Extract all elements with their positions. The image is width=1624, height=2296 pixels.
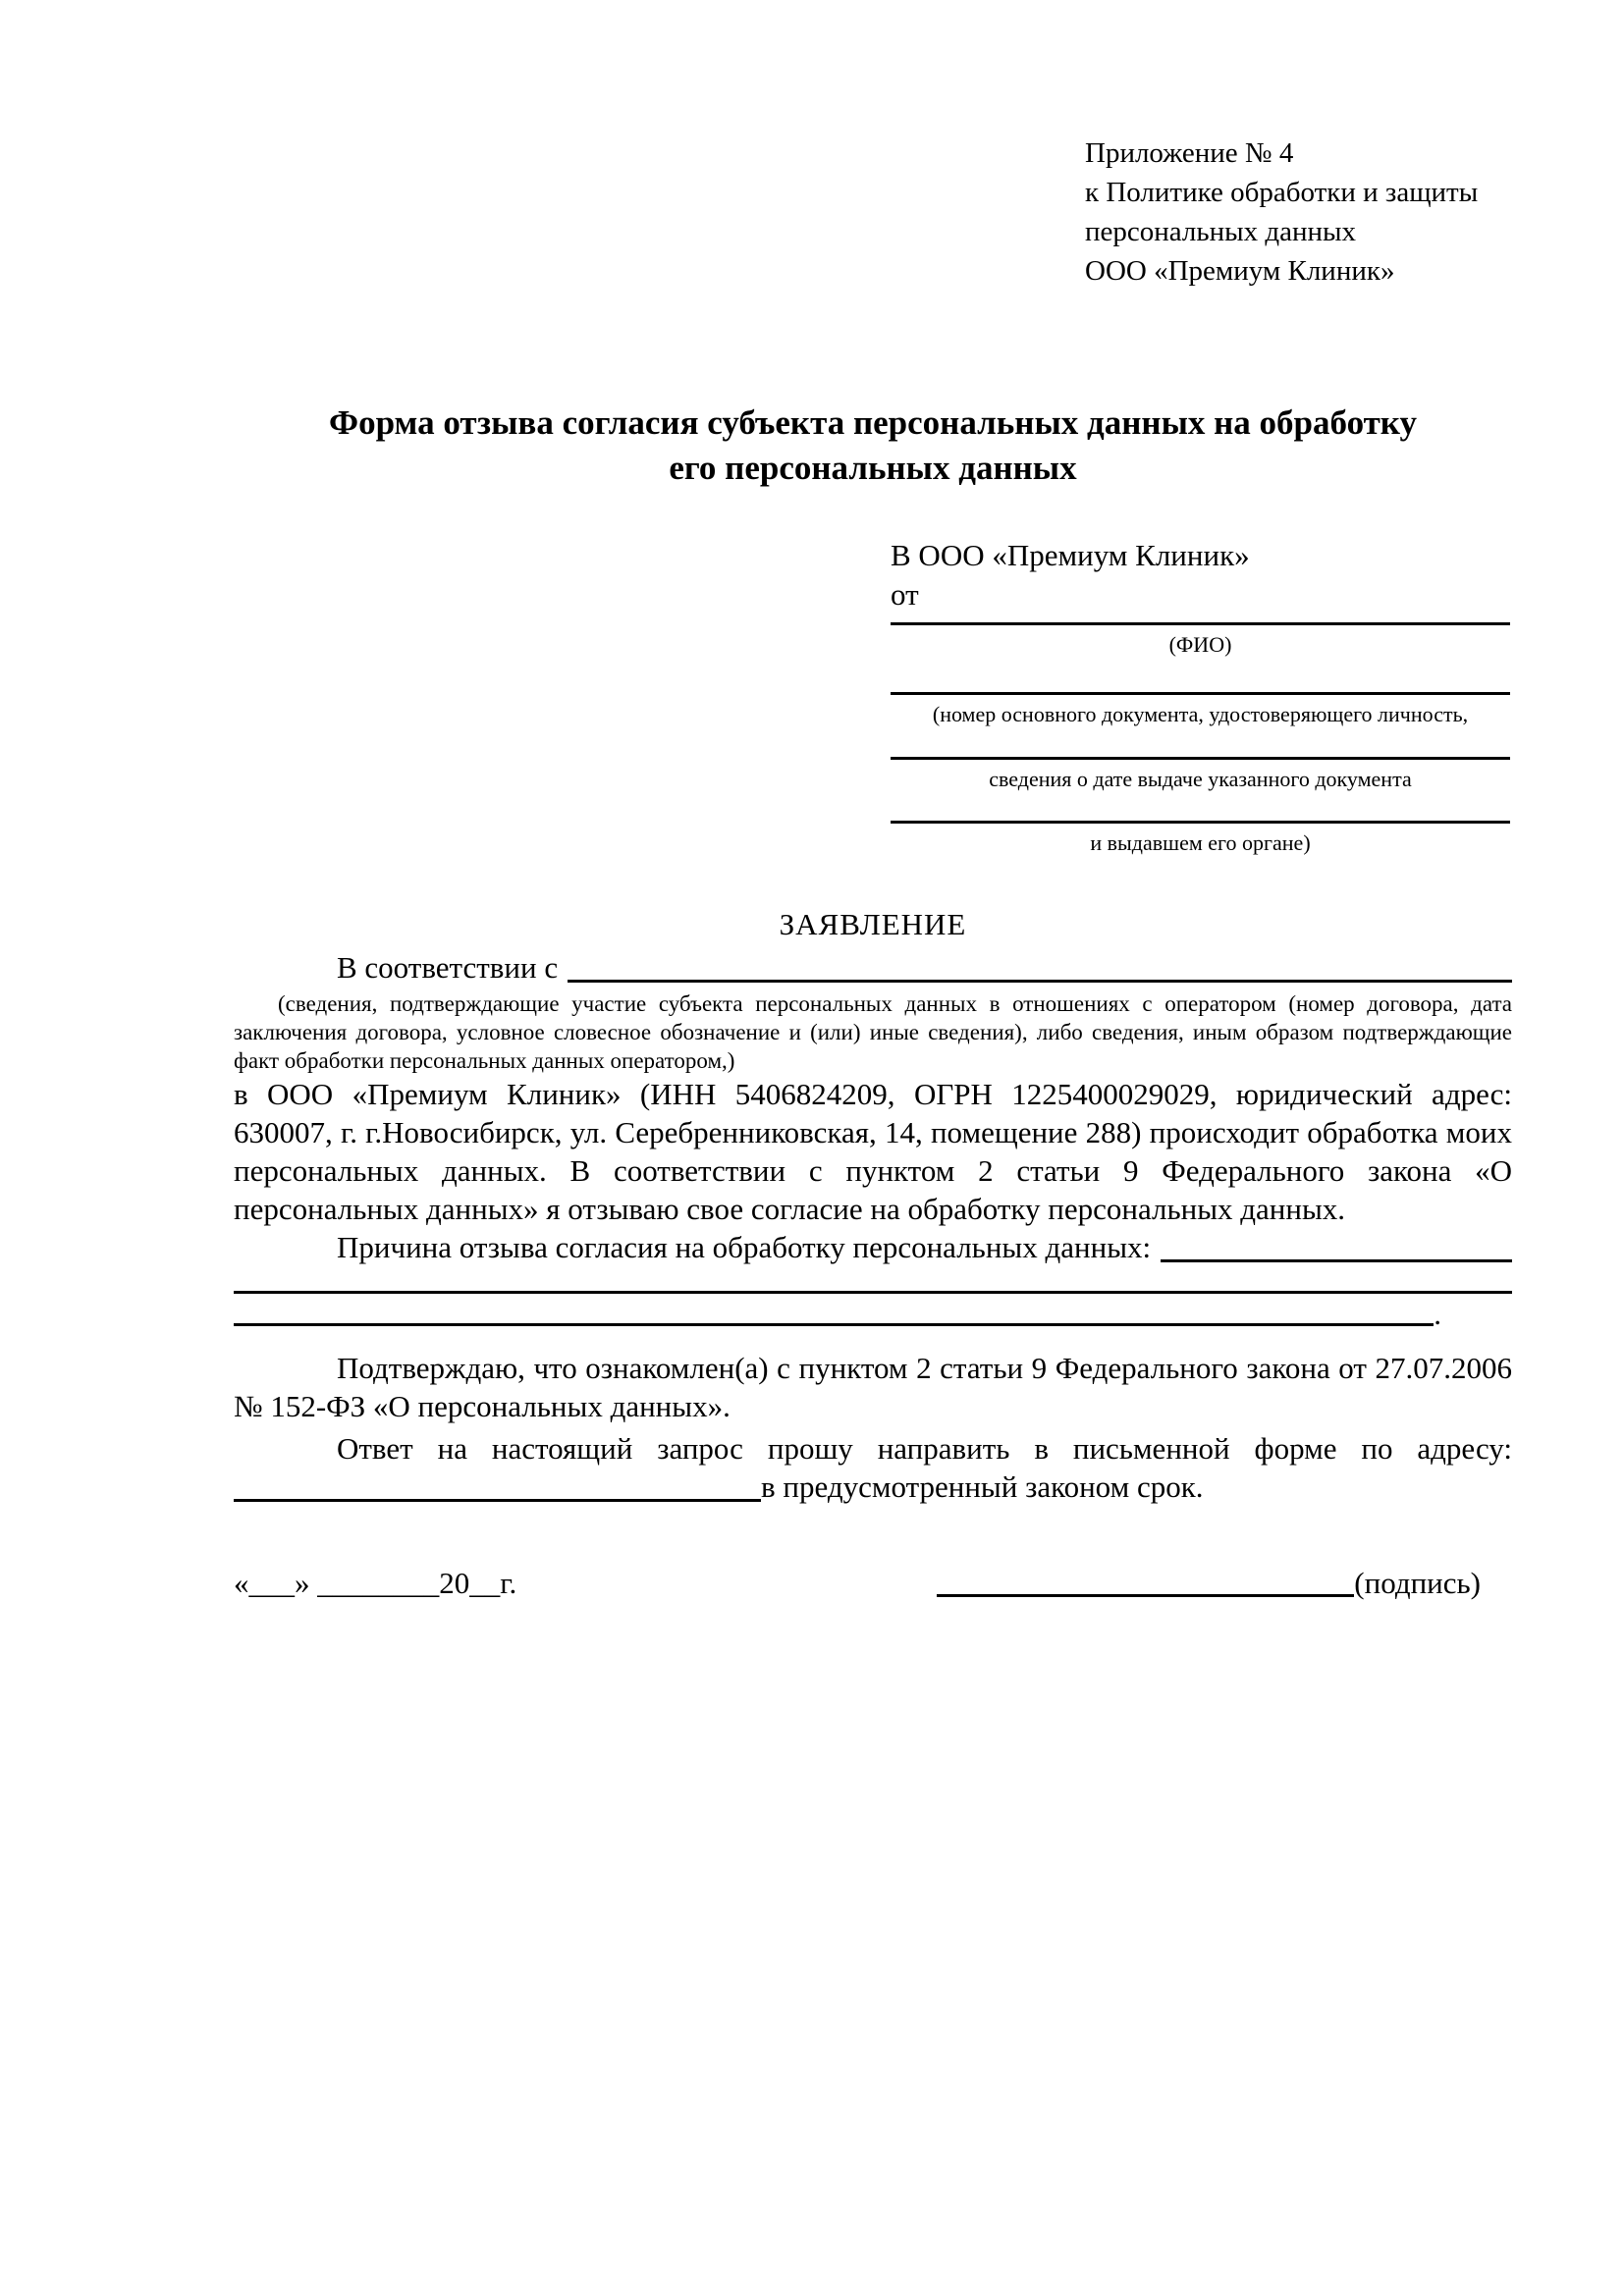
fio-field-line — [891, 622, 1510, 625]
body-paragraph: в ООО «Премиум Клиник» (ИНН 5406824209, ОГРН 1225400029029, юридический адрес: 630007, г. г.Новосибирск, ул. Серебренниковская, 14, помещение 288) происходит обработка моих персональных данных. В соответствии с пунктом 2 статьи 9 Федерального закона «О персональных данных» я отзываю свое согласие на обработку персональных данных. — [234, 1077, 1512, 1226]
accordance-row — [234, 948, 1512, 988]
document-number-field-line — [891, 692, 1510, 695]
confirm-paragraph: Подтверждаю, что ознакомлен(а) с пунктом 2 статьи 9 Федерального закона от 27.07.2006 № 152-ФЗ «О персональных данных». — [234, 1351, 1512, 1423]
document-content — [234, 0, 1512, 1603]
reason-row — [234, 1228, 1512, 1267]
addressee-to: В ООО «Премиум Клиник» — [891, 538, 1250, 572]
reason-blank-line-2-row — [234, 1294, 1512, 1331]
reply-address-row — [234, 1468, 1512, 1507]
document-title — [234, 400, 1512, 491]
document-number-field-caption: (номер основного документа, удостоверяющего личность, — [932, 702, 1469, 726]
accordance-field-line — [568, 980, 1512, 983]
signature-group — [937, 1564, 1481, 1603]
statement-heading: ЗАЯВЛЕНИЕ — [779, 907, 967, 941]
issue-date-field-line — [891, 757, 1510, 760]
addressee-block — [891, 536, 1510, 858]
reason-blank-line-2 — [234, 1323, 1434, 1326]
issuing-authority-field — [891, 821, 1510, 858]
reply-tail: в предусмотренный законом срок. — [761, 1469, 1204, 1504]
address-field-line — [234, 1499, 761, 1502]
date-signature-row — [234, 1564, 1512, 1603]
document-title-line-1: Форма отзыва согласия субъекта персональных данных на обработку — [329, 403, 1417, 442]
issuing-authority-field-caption: и выдавшем его органе) — [1090, 830, 1311, 855]
accordance-label: В соответствии с — [337, 950, 559, 985]
reason-end-period: . — [1434, 1297, 1441, 1331]
accordance-footnote: (сведения, подтверждающие участие субъекта персональных данных в отношениях с оператором (номер договора, дата заключения договора, условное словесное обозначение и (или) иные сведения), либо сведения, иным образом подтверждающие факт обработки персональных данных оператором,) — [234, 991, 1512, 1073]
header-note-line-1: Приложение № 4 — [1085, 137, 1294, 169]
signature-caption: (подпись) — [1354, 1566, 1481, 1600]
addressee-from-label: от — [891, 577, 919, 612]
reason-field-line — [1161, 1259, 1512, 1262]
document-title-line-2: его персональных данных — [669, 449, 1077, 487]
issue-date-field-caption: сведения о дате выдаче указанного документа — [989, 767, 1412, 791]
header-note-line-4: ООО «Премиум Клиник» — [1085, 255, 1395, 287]
fio-field-caption: (ФИО) — [1168, 632, 1232, 657]
header-note-line-3: персональных данных — [1085, 216, 1357, 247]
header-note-line-2: к Политике обработки и защиты — [1085, 177, 1479, 208]
reason-label: Причина отзыва согласия на обработку персональных данных: — [337, 1230, 1152, 1264]
issuing-authority-field-line — [891, 821, 1510, 824]
issue-date-field — [891, 757, 1510, 794]
document-number-field — [891, 692, 1510, 729]
reply-paragraph: Ответ на настоящий запрос прошу направить в письменной форме по адресу: — [337, 1431, 1512, 1466]
signature-line — [937, 1594, 1354, 1597]
fio-field — [891, 622, 1510, 660]
date-line: «___» ________20__г. — [234, 1566, 517, 1600]
